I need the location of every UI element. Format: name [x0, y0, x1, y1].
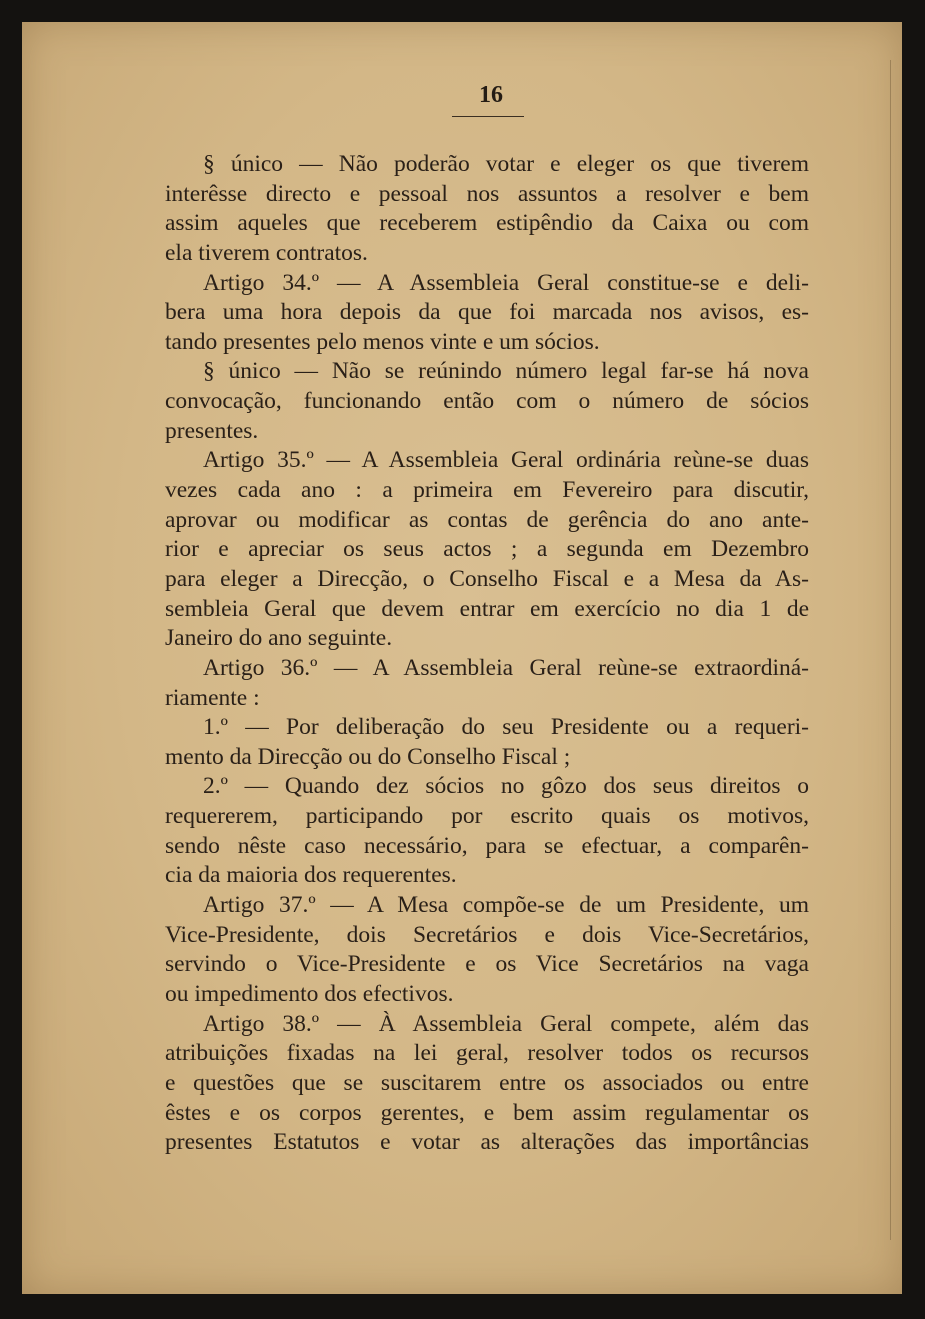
- text-line: para eleger a Direcção, o Conselho Fiscal e a Mesa da As-: [165, 565, 809, 592]
- text-line: 2.º — Quando dez sócios no gôzo dos seus direitos o: [203, 773, 809, 800]
- page-fold-edge: [890, 60, 891, 1240]
- text-line: presentes.: [165, 417, 259, 444]
- text-line: convocação, funcionando então com o número de sócios: [165, 388, 809, 415]
- text-line: Artigo 36.º — A Assembleia Geral reùne-se extraordiná-: [203, 654, 809, 681]
- text-line: Artigo 35.º — A Assembleia Geral ordinária reùne-se duas: [203, 447, 809, 474]
- text-line: êstes e os corpos gerentes, e bem assim regulamentar os: [165, 1099, 809, 1126]
- text-line: mento da Direcção ou do Conselho Fiscal ;: [165, 743, 571, 770]
- text-line: rior e apreciar os seus actos ; a segunda em Dezembro: [165, 536, 809, 563]
- text-line: vezes cada ano : a primeira em Fevereiro para discutir,: [165, 477, 809, 504]
- text-line: e questões que se suscitarem entre os associados ou entre: [165, 1069, 809, 1096]
- text-line: bera uma hora depois da que foi marcada nos avisos, es-: [165, 299, 809, 326]
- text-line: interêsse directo e pessoal nos assuntos a resolver e bem: [165, 180, 809, 207]
- page-number: 16: [479, 82, 503, 108]
- text-line: 1.º — Por deliberação do seu Presidente ou a requeri-: [203, 714, 809, 741]
- text-line: presentes Estatutos e votar as alterações das importâncias: [165, 1129, 809, 1156]
- text-line: sendo nêste caso necessário, para se efectuar, a comparên-: [165, 832, 809, 859]
- text-line: Janeiro do ano seguinte.: [165, 625, 393, 652]
- text-line: ou impedimento dos efectivos.: [165, 980, 454, 1007]
- text-line: Artigo 34.º — A Assembleia Geral constitue-se e deli-: [203, 269, 809, 296]
- text-line: Artigo 37.º — A Mesa compõe-se de um Presidente, um: [203, 892, 809, 919]
- text-line: Vice-Presidente, dois Secretários e dois Vice-Secretários,: [165, 921, 809, 948]
- text-line: § único — Não poderão votar e eleger os que tiverem: [203, 151, 809, 177]
- text-line: atribuições fixadas na lei geral, resolver todos os recursos: [165, 1040, 809, 1067]
- body-text: [165, 150, 809, 1158]
- text-line: § único — Não se reúnindo número legal far-se há nova: [203, 358, 809, 385]
- text-line: assim aqueles que receberem estipêndio da Caixa ou com: [165, 210, 809, 237]
- text-line: requererem, participando por escrito quais os motivos,: [165, 803, 809, 830]
- text-line: Artigo 38.º — À Assembleia Geral compete, além das: [203, 1010, 809, 1037]
- text-line: riamente :: [165, 684, 260, 711]
- text-line: cia da maioria dos requerentes.: [165, 862, 457, 889]
- text-line: sembleia Geral que devem entrar em exercício no dia 1 de: [165, 595, 809, 622]
- text-line: tando presentes pelo menos vinte e um sócios.: [165, 328, 600, 355]
- text-line: ela tiverem contratos.: [165, 239, 368, 266]
- text-line: servindo o Vice-Presidente e os Vice Secretários na vaga: [165, 951, 809, 978]
- text-line: aprovar ou modificar as contas de gerência do ano ante-: [165, 506, 809, 533]
- page-number-rule: [452, 116, 524, 117]
